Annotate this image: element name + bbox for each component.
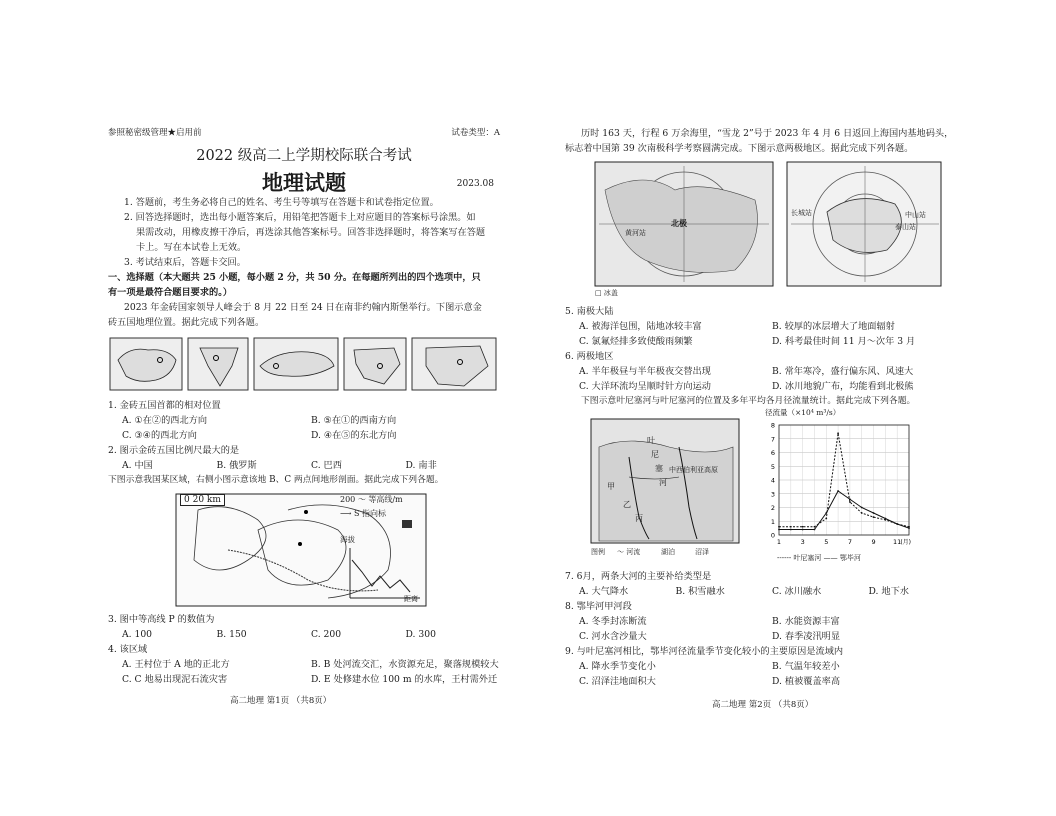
- note-2b: 果需改动，用橡皮擦干净后，再选涂其他答案标号。回答非选择题时，将答案写在答题: [136, 227, 486, 238]
- q1-option-c: C. ③④的西北方向: [122, 430, 197, 441]
- data-point: [908, 527, 910, 529]
- q4-option-d: D. E 处修建水位 100 m 的水库，王村需外迁: [311, 674, 498, 685]
- q2-options: [108, 458, 500, 473]
- chart-legend: ------ 叶尼塞河 —— 鄂毕河: [777, 554, 861, 562]
- q3-option-c: C. 200: [311, 629, 342, 640]
- section-title-b: 有一项是最符合题目要求的。）: [108, 287, 233, 298]
- river-legend-title: 图例: [591, 548, 605, 556]
- profile-title: 海拔: [340, 535, 355, 544]
- subject-row: [108, 165, 500, 195]
- q4-stem: 4. 该区域: [108, 644, 148, 655]
- q9-option-a: A. 降水季节变化小: [579, 661, 656, 672]
- q3-option-d: D. 300: [405, 629, 436, 640]
- q7-stem: 7. 6月，两条大河的主要补给类型是: [565, 571, 712, 582]
- q4-option-b: B. B 处河流交汇，水资源充足，聚落规模较大: [311, 659, 499, 670]
- runoff-chart: [761, 419, 921, 553]
- data-point: [790, 529, 792, 531]
- scale-bar: 0 20 km: [180, 494, 225, 506]
- profile-x-label: 距离: [404, 595, 418, 603]
- q6-options-1: [565, 364, 965, 379]
- x-tick-label: 9: [871, 538, 876, 546]
- x-tick-label: 11: [893, 538, 902, 546]
- q6-option-b: B. 常年寒冷，盛行偏东风、风速大: [772, 366, 914, 377]
- river-label-sai: 塞: [655, 464, 663, 473]
- y-tick-label: 4: [770, 476, 775, 485]
- q5-option-a: A. 被海洋包围，陆地冰较丰富: [579, 321, 702, 332]
- q1-options-2: [108, 428, 500, 443]
- plateau-label: 中西伯利亚高原: [669, 466, 718, 474]
- data-point: [825, 512, 827, 514]
- q2-option-a: A. 中国: [122, 460, 153, 471]
- q6-option-c: C. 大洋环流均呈顺时针方向运动: [579, 381, 711, 392]
- footer-right: 高二地理 第2页 （共8页）: [712, 700, 814, 710]
- q7-option-a: A. 大气降水: [579, 586, 629, 597]
- data-point: [802, 526, 804, 528]
- intro1-a: 2023 年金砖国家领导人峰会于 8 月 22 日至 24 日在南非约翰内斯堡举行。下图示意金: [124, 302, 482, 313]
- q4-options-2: [108, 672, 500, 687]
- river-legend-swamp: 沼泽: [695, 548, 709, 556]
- note-3: 3. 考试结束后，答题卡交回。: [124, 257, 246, 268]
- data-point: [873, 512, 875, 514]
- y-tick-label: 8: [770, 421, 775, 430]
- q3-options: [108, 627, 500, 642]
- map-india: [188, 338, 248, 390]
- q9-stem: 9. 与叶尼塞河相比，鄂毕河径流量季节变化较小的主要原因是流域内: [565, 646, 844, 657]
- q4-option-c: C. C 地易出现泥石流灾害: [122, 674, 228, 685]
- note-1: 1. 答题前，考生务必将自己的姓名、考生号等填写在答题卡和试卷指定位置。: [124, 197, 439, 208]
- data-point: [873, 516, 875, 518]
- q2-option-d: D. 南非: [405, 460, 437, 471]
- q5-option-c: C. 氯氟烃排多致使酸雨频繁: [579, 336, 693, 347]
- intro2: 下图示意我国某区域，右侧小图示意该地 B、C 两点间地形剖面。据此完成下列各题。: [108, 475, 444, 485]
- q3-stem: 3. 图中等高线 P 的数值为: [108, 614, 215, 625]
- river-legend-lake: 湖泊: [661, 548, 675, 556]
- river-figure: [565, 408, 965, 563]
- q1-option-a: A. ①在②的西北方向: [122, 415, 208, 426]
- y-tick-label: 6: [770, 449, 775, 457]
- q8-stem: 8. 鄂毕河甲河段: [565, 601, 632, 612]
- q1-option-b: B. ⑤在①的西南方向: [311, 415, 397, 426]
- river-label-yi: 乙: [623, 500, 631, 509]
- q7-options: [565, 584, 965, 599]
- contour-map: [108, 490, 500, 608]
- y-tick-label: 0: [770, 531, 775, 540]
- antarctic-map: [787, 162, 941, 286]
- r-intro-b: 标志着中国第 39 次南极科学考察圆满完成。下图示意两极地区。据此完成下列各题。: [565, 143, 914, 154]
- q8-option-c: C. 河水含沙量大: [579, 631, 647, 642]
- data-point: [849, 501, 851, 503]
- q1-option-d: D. ④在⑤的东北方向: [311, 430, 397, 441]
- y-tick-label: 3: [770, 490, 775, 499]
- q7-option-d: D. 地下水: [868, 586, 909, 597]
- r-intro2: 下图示意叶尼塞河与叶尼塞河的位置及多年平均各月径流量统计。据此完成下列各题。: [581, 396, 916, 406]
- data-point: [837, 490, 839, 492]
- exam-date: 2023.08: [456, 179, 494, 189]
- exam-title: 2022 级高二上学期校际联合考试: [196, 148, 412, 164]
- secrecy-label: 参照秘密级管理★启用前: [108, 128, 202, 138]
- q7-option-b: B. 积雪融水: [675, 586, 725, 597]
- map-china: [110, 338, 182, 390]
- q3-option-a: A. 100: [122, 629, 153, 640]
- data-point: [814, 529, 816, 531]
- q6-options-2: [565, 379, 965, 394]
- river-map: [589, 417, 789, 547]
- map-russia: [254, 338, 338, 390]
- legend-north: ⟶ S 指向标: [340, 509, 387, 518]
- map-south-africa: [412, 338, 496, 390]
- footer-left: 高二地理 第1页 （共8页）: [230, 696, 332, 706]
- data-point: [884, 518, 886, 520]
- q5-options-2: [565, 334, 965, 349]
- polar-maps-figure: [565, 160, 965, 300]
- map-brazil: [344, 338, 406, 390]
- data-point: [814, 526, 816, 528]
- station-changcheng: 长城站: [791, 209, 812, 217]
- data-point: [825, 518, 827, 520]
- right-page: [565, 126, 965, 689]
- section-title-a: 一、选择题（本大题共 25 小题，每小题 2 分，共 50 分。在每题所列出的四个选项中，只: [108, 272, 481, 283]
- legend-contour: 200 ～ 等高线/m: [340, 495, 403, 504]
- river-label-ye: 叶: [647, 436, 655, 445]
- q9-options-1: [565, 659, 965, 674]
- data-point: [861, 507, 863, 509]
- data-point: [837, 432, 839, 434]
- river-label-bing: 丙: [635, 514, 643, 523]
- q2-stem: 2. 图示金砖五国比例尺最大的是: [108, 445, 240, 456]
- q8-option-d: D. 春季凌汛明显: [772, 631, 841, 642]
- station-taishan: 泰山站: [895, 223, 916, 231]
- q2-option-b: B. 俄罗斯: [216, 460, 257, 471]
- river-label-ni: 尼: [651, 450, 659, 459]
- y-tick-label: 1: [770, 517, 775, 526]
- q8-option-a: A. 冬季封冻断流: [579, 616, 647, 627]
- x-tick-label: 7: [847, 538, 852, 546]
- q6-stem: 6. 两极地区: [565, 351, 614, 362]
- paper-type: 试卷类型：A: [451, 128, 500, 138]
- q1-stem: 1. 金砖五国首都的相对位置: [108, 400, 221, 411]
- q6-option-d: D. 冰川地貌广布，均能看到北极熊: [772, 381, 914, 392]
- station-zhongshan: 中山站: [905, 211, 926, 219]
- y-tick-label: 7: [770, 435, 775, 444]
- q9-options-2: [565, 674, 965, 689]
- intro1-b: 砖五国地理位置。据此完成下列各题。: [108, 317, 265, 328]
- y-tick-label: 5: [770, 462, 775, 471]
- river-legend-river: ～ 河流: [617, 548, 641, 556]
- x-unit-label: (月): [900, 539, 911, 546]
- q8-options-1: [565, 614, 965, 629]
- q9-option-b: B. 气温年较差小: [772, 661, 840, 672]
- q2-option-c: C. 巴西: [311, 460, 342, 471]
- q5-option-d: D. 科考最佳时间 11 月～次年 3 月: [772, 336, 916, 347]
- arctic-station: 黄河站: [625, 229, 646, 237]
- data-point: [778, 526, 780, 528]
- x-tick-label: 3: [800, 538, 805, 546]
- q1-options-1: [108, 413, 500, 428]
- data-point: [802, 529, 804, 531]
- chart-title: 径流量（×10⁴ m³/s）: [765, 408, 841, 417]
- q5-option-b: B. 较厚的冰层增大了地面辐射: [772, 321, 895, 332]
- river-label-he: 河: [659, 478, 667, 487]
- series-line-ob: [779, 491, 909, 530]
- y-tick-label: 2: [770, 504, 775, 512]
- data-point: [790, 526, 792, 528]
- q6-option-a: A. 半年极昼与半年极夜交替出现: [579, 366, 711, 377]
- x-tick-label: 1: [776, 538, 782, 546]
- arctic-label: 北极: [671, 218, 687, 228]
- q5-options-1: [565, 319, 965, 334]
- r-intro-a: 历时 163 天，行程 6 万余海里，“雪龙 2”号于 2023 年 4 月 6 日返回上海国内基地码头，: [581, 128, 954, 139]
- q8-option-b: B. 水能资源丰富: [772, 616, 840, 627]
- river-label-jia: 甲: [607, 482, 615, 491]
- x-tick-label: 5: [824, 538, 829, 546]
- q4-options-1: [108, 657, 500, 672]
- brics-maps-figure: [108, 336, 500, 392]
- q9-option-d: D. 植被覆盖率高: [772, 676, 841, 687]
- q8-options-2: [565, 629, 965, 644]
- data-point: [896, 523, 898, 525]
- note-2c: 卡上。写在本试卷上无效。: [136, 242, 247, 253]
- q7-option-c: C. 冰川融水: [772, 586, 822, 597]
- header-row: [108, 126, 500, 138]
- data-point: [861, 512, 863, 514]
- q3-option-b: B. 150: [216, 629, 247, 640]
- polar-legend: □ 冰盖: [595, 289, 618, 297]
- left-page: [108, 126, 500, 687]
- contour-figure: [108, 490, 500, 608]
- data-point: [849, 498, 851, 500]
- q5-stem: 5. 南极大陆: [565, 306, 614, 317]
- q4-option-a: A. 王村位于 A 地的正北方: [122, 659, 230, 670]
- data-point: [778, 529, 780, 531]
- note-2: 2. 回答选择题时，选出每小题答案后，用铅笔把答题卡上对应题目的答案标号涂黑。如: [124, 212, 476, 223]
- subject-title: 地理试题: [262, 170, 346, 195]
- q9-option-c: C. 沼泽洼地面积大: [579, 676, 656, 687]
